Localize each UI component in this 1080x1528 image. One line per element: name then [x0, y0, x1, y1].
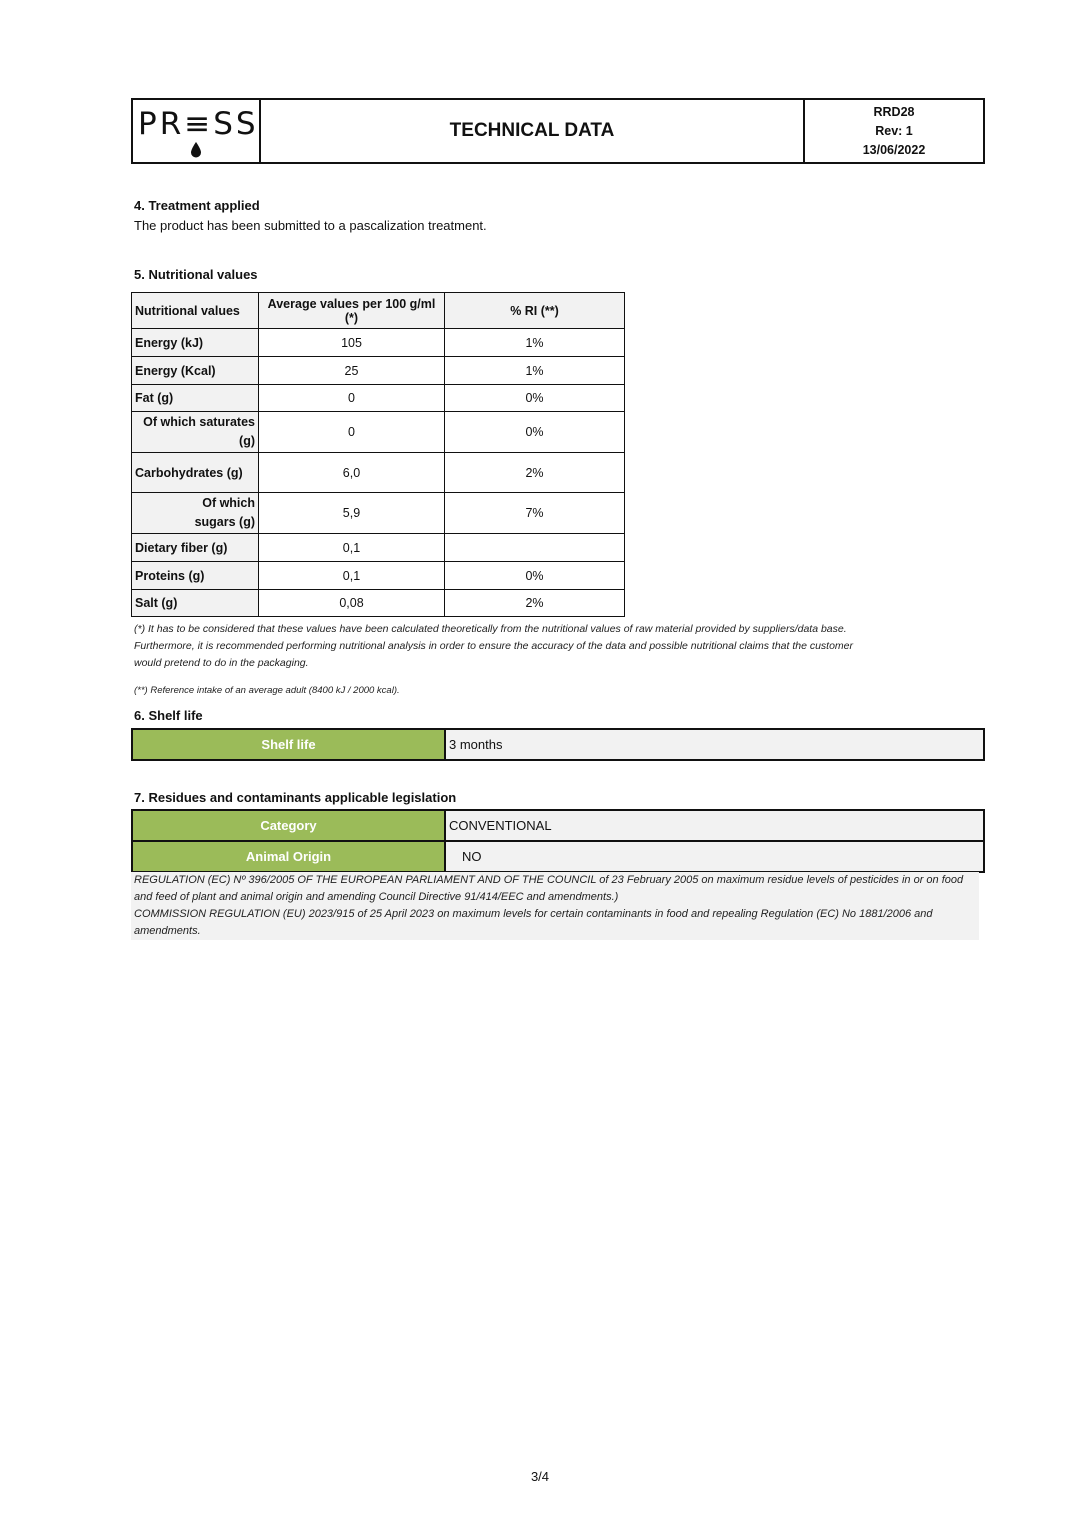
animal-origin-row: [133, 840, 983, 871]
nutrient-ri: 1%: [445, 357, 625, 385]
table-row: [132, 590, 625, 617]
legislation-line: COMMISSION REGULATION (EU) 2023/915 of 25 April 2023 on maximum levels for certain contaminants in food and repealing Regulation (EC) No 1881/2006 and: [134, 908, 933, 920]
nutrient-ri: 1%: [445, 329, 625, 357]
nutrient-label: Energy (kJ): [132, 329, 259, 357]
nutrient-ri: 0%: [445, 385, 625, 412]
nutrient-label: Salt (g): [132, 590, 259, 617]
nutrient-ri: 2%: [445, 453, 625, 493]
column-header-average: Average values per 100 g/ml (*): [259, 293, 445, 329]
table-row: [132, 385, 625, 412]
page-number: 3/4: [530, 1469, 550, 1484]
table-row: [132, 329, 625, 357]
animal-origin-value: NO: [446, 842, 983, 871]
nutrient-label-line2: sugars (g): [194, 515, 255, 529]
nutrient-value: 0: [259, 412, 445, 453]
section-4-text: The product has been submitted to a pascalization treatment.: [134, 218, 487, 233]
logo-wordmark: PR≡SS: [138, 106, 259, 142]
legislation-line: REGULATION (EC) Nº 396/2005 OF THE EUROPEAN PARLIAMENT AND OF THE COUNCIL of 23 February 2005 on maximum residue levels of pesticides in or on food: [134, 874, 964, 886]
nutrient-label-line1: Of which: [202, 496, 255, 510]
nutrient-value: 5,9: [259, 493, 445, 534]
document-reference: [805, 100, 983, 162]
footnote-line: (*) It has to be considered that these values have been calculated theoretically from the nutritional values of raw material provided by suppliers/data base.: [134, 623, 847, 635]
footnote-line: would pretend to do in the packaging.: [134, 657, 309, 669]
category-row: [133, 811, 983, 840]
legislation-line: amendments.: [134, 925, 201, 937]
nutrient-ri: 2%: [445, 590, 625, 617]
nutrient-value: 0,1: [259, 534, 445, 562]
nutrient-label-line1: Of which saturates: [143, 415, 255, 429]
table-row: [132, 534, 625, 562]
nutrition-footnote-1: [134, 621, 974, 672]
shelf-life-label: Shelf life: [133, 730, 446, 759]
shelf-life-value: 3 months: [446, 730, 983, 759]
nutrient-label: Dietary fiber (g): [132, 534, 259, 562]
nutrient-value: 0: [259, 385, 445, 412]
nutrient-label-line2: (g): [239, 434, 255, 448]
footnote-line: Furthermore, it is recommended performing nutritional analysis in order to ensure the accuracy of the data and possible nutritional claims that the customer: [134, 640, 854, 652]
column-header-nutrient: Nutritional values: [132, 293, 259, 329]
press-logo: [133, 100, 261, 162]
category-value: CONVENTIONAL: [446, 811, 983, 840]
nutrient-ri: [445, 534, 625, 562]
nutrient-ri: 0%: [445, 562, 625, 590]
nutrition-footnote-2: (**) Reference intake of an average adult (8400 kJ / 2000 kcal).: [134, 685, 400, 696]
nutrient-value: 6,0: [259, 453, 445, 493]
section-6-title: 6. Shelf life: [134, 708, 203, 723]
nutrition-header-row: [132, 293, 625, 329]
nutrient-label: Energy (Kcal): [132, 357, 259, 385]
column-header-ri: % RI (**): [445, 293, 625, 329]
revision-number: Rev: 1: [875, 123, 913, 138]
table-row: [132, 493, 625, 534]
section-5-title: 5. Nutritional values: [134, 267, 258, 282]
legislation-text: [131, 872, 979, 940]
nutrient-label: [132, 493, 259, 534]
drop-icon: [190, 142, 202, 158]
nutrient-ri: 0%: [445, 412, 625, 453]
shelf-life-box: [131, 728, 985, 761]
document-title: TECHNICAL DATA: [261, 100, 805, 162]
reference-code: RRD28: [873, 104, 915, 119]
nutrient-value: 105: [259, 329, 445, 357]
section-7-title: 7. Residues and contaminants applicable legislation: [134, 790, 457, 805]
document-header: [131, 98, 985, 164]
table-row: [132, 412, 625, 453]
legislation-line: and feed of plant and animal origin and amending Council Directive 91/414/EEC and amendments.): [134, 891, 619, 903]
table-row: [132, 357, 625, 385]
nutrient-value: 25: [259, 357, 445, 385]
nutrient-value: 0,08: [259, 590, 445, 617]
animal-origin-label: Animal Origin: [133, 842, 446, 871]
nutrition-table: [131, 292, 625, 617]
nutrient-label: Proteins (g): [132, 562, 259, 590]
residues-box: [131, 809, 985, 873]
revision-date: 13/06/2022: [862, 142, 926, 157]
table-row: [132, 562, 625, 590]
nutrient-value: 0,1: [259, 562, 445, 590]
nutrient-label: [132, 412, 259, 453]
nutrient-ri: 7%: [445, 493, 625, 534]
nutrient-label: Carbohydrates (g): [132, 453, 259, 493]
table-row: [132, 453, 625, 493]
category-label: Category: [133, 811, 446, 840]
section-4-title: 4. Treatment applied: [134, 198, 260, 213]
nutrient-label: Fat (g): [132, 385, 259, 412]
